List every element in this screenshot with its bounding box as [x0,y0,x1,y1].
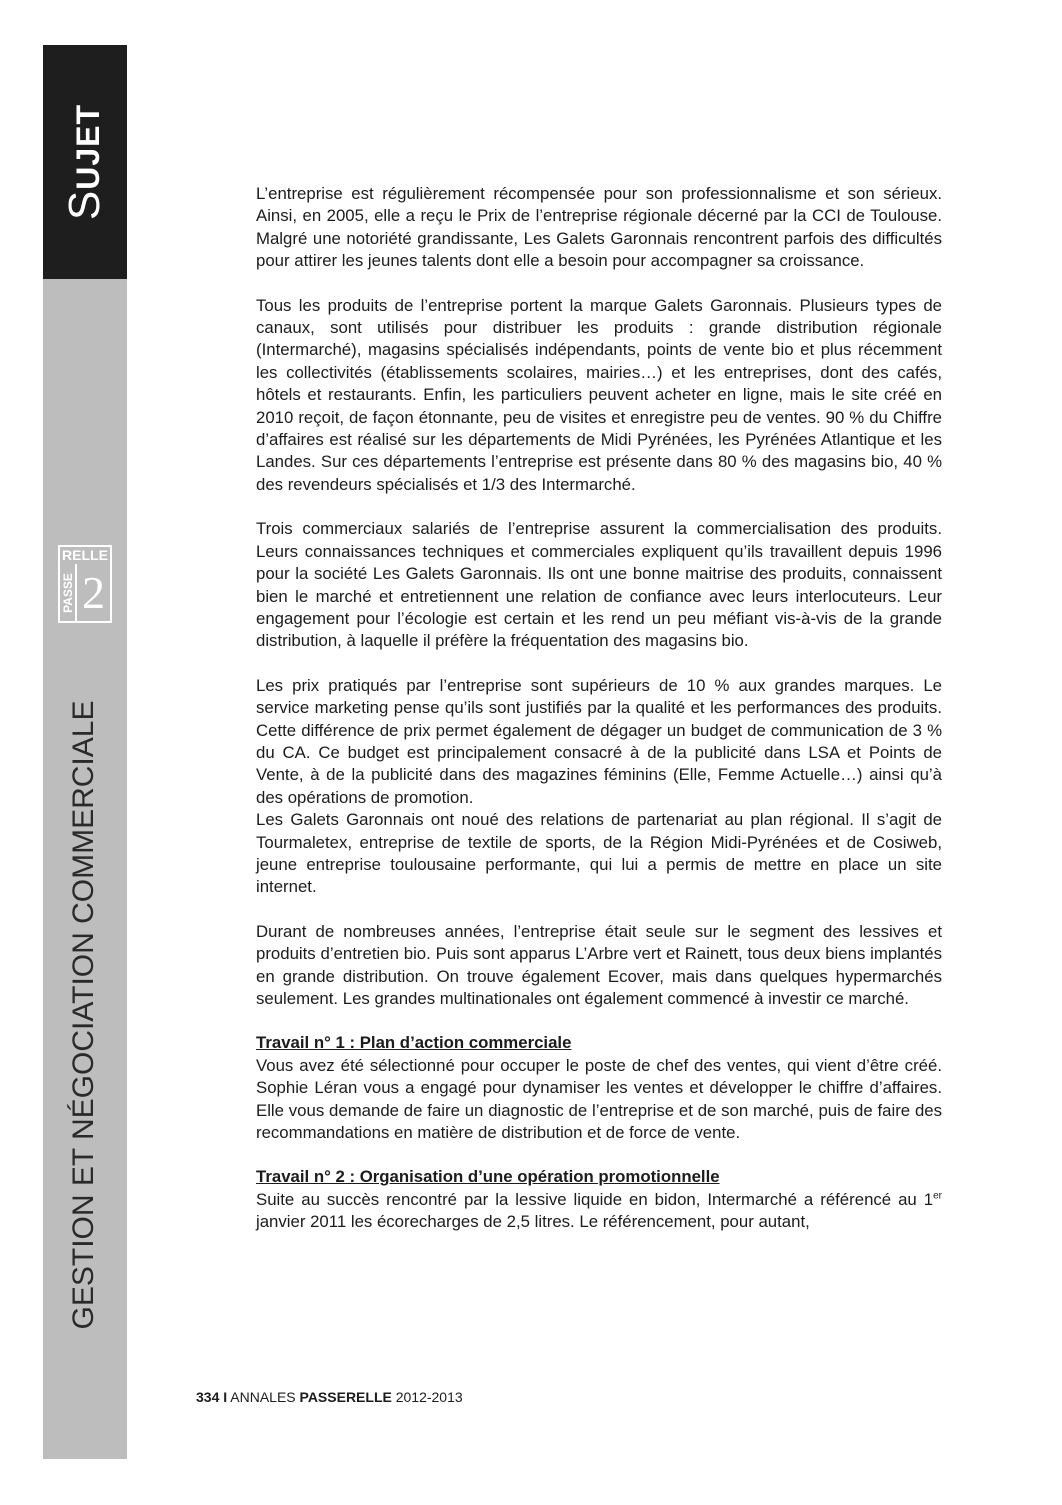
logo-side-text: PASSE [60,572,75,613]
page-number: 334 [196,1389,220,1405]
sujet-label [60,103,109,221]
footer-separator: I [223,1389,228,1405]
logo-top-text: RELLE [62,547,108,563]
task-1-block [256,1032,942,1144]
footer-annales: ANNALES [230,1389,296,1405]
paragraph-2: Tous les produits de l’entreprise portent la marque Galets Garonnais. Plusieurs types de canaux, sont utilisés pour distribuer les produits : grande distribution régionale (Intermarché), magasins spécialisés indépendants, points de vente bio et plus récemment les collectivités (établissements scolaires, mairies…) et les entreprises, dont des cafés, hôtels et restaurants. Enfin, les particuliers peuvent acheter en ligne, mais le site créé en 2010 reçoit, de façon étonnante, peu de visites et enregistre peu de ventes. 90 % du Chiffre d’affaires est réalisé sur les départements de Midi Pyrénées, les Pyrénées Atlantique et les Landes. Sur ces départements l’entreprise est présente dans 80 % des magasins bio, 40 % des revendeurs spécialisés et 1/3 des Intermarché. [256,295,942,494]
task-1-text: Vous avez été sélectionné pour occuper le poste de chef des ventes, qui vient d’être créé. Sophie Léran vous a engagé pour dynamiser les ventes et développer le chiffre d’affaires. Elle vous demande de faire un diagnostic de l’entreprise et de son marché, puis de faire des recommandations en matière de distribution et de force de vente. [256,1055,942,1143]
task-2-text-a: Suite au succès rencontré par la lessive liquide en bidon, Intermarché a référencé au 1 [256,1189,934,1209]
passerelle-2-logo [58,545,112,623]
logo-number: 2 [82,567,105,618]
page-footer [196,1389,463,1405]
task-2-superscript: er [933,1190,942,1202]
section-title: GESTION ET NÉGOCIATION COMMERCIALE [67,700,100,1330]
task-2-text-b: janvier 2011 les écorecharges de 2,5 litres. Le référencement, pour autant, [256,1212,810,1232]
paragraph-5: Les Galets Garonnais ont noué des relations de partenariat au plan régional. Il s’agit de Tourmaletex, entreprise de textile de sports, de la Région Midi-Pyrénées et de Cosiweb, jeune entreprise toulousaine performante, qui lui a permis de mettre en place un site internet. [256,810,942,897]
main-text [256,183,942,1234]
paragraph-6: Durant de nombreuses années, l’entreprise était seule sur le segment des lessives et produits d’entretien bio. Puis sont apparus L’Arbre vert et Rainett, tous deux biens implantés en grande distribution. On trouve également Ecover, mais dans quelques hypermarchés seulement. Les grandes multinationales ont également commencé à investir ce marché. [256,921,942,1008]
paragraph-3: Trois commerciaux salariés de l’entreprise assurent la commercialisation des produits. Leurs connaissances techniques et commerciales expliquent qu’ils travaillent depuis 1996 pour la société Les Galets Garonnais. Ils ont une bonne maitrise des produits, connaissent bien le marché et entretiennent une relation de confiance avec leurs interlocuteurs. Leur engagement pour l’écologie est certain et les rend un peu méfiant vis-à-vis de la grande distribution, à laquelle il préfère la fréquentation des magasins bio. [256,519,942,651]
task-2-heading: Travail n° 2 : Organisation d’une opération promotionnelle [256,1167,720,1187]
sujet-initial: S [60,189,109,221]
sujet-rest: UJET [70,103,106,190]
task-1-heading: Travail n° 1 : Plan d’action commerciale [256,1033,572,1053]
logo-side [60,564,77,621]
paragraph-4: Les prix pratiqués par l’entreprise sont supérieurs de 10 % aux grandes marques. Le service marketing pense qu’ils sont justifiés par la qualité et les performances des produits. Cette différence de prix permet également de dégager un budget de communication de 3 % du CA. Ce budget est principalement consacré à de la publicité dans LSA et Points de Vente, à de la publicité dans des magazines féminins (Elle, Femme Actuelle…) ainsi qu’à des opérations de promotion. [256,675,942,807]
task-2-block [256,1166,942,1233]
paragraph-1: L’entreprise est régulièrement récompensée pour son professionnalisme et son sérieux. Ainsi, en 2005, elle a reçu le Prix de l’entreprise régionale décerné par la CCI de Toulouse. Malgré une notoriété grandissante, Les Galets Garonnais rencontrent parfois des difficultés pour attirer les jeunes talents dont elle a besoin pour accompagner sa croissance. [256,184,942,271]
footer-brand: PASSERELLE [299,1389,392,1405]
footer-years: 2012-2013 [395,1389,463,1405]
